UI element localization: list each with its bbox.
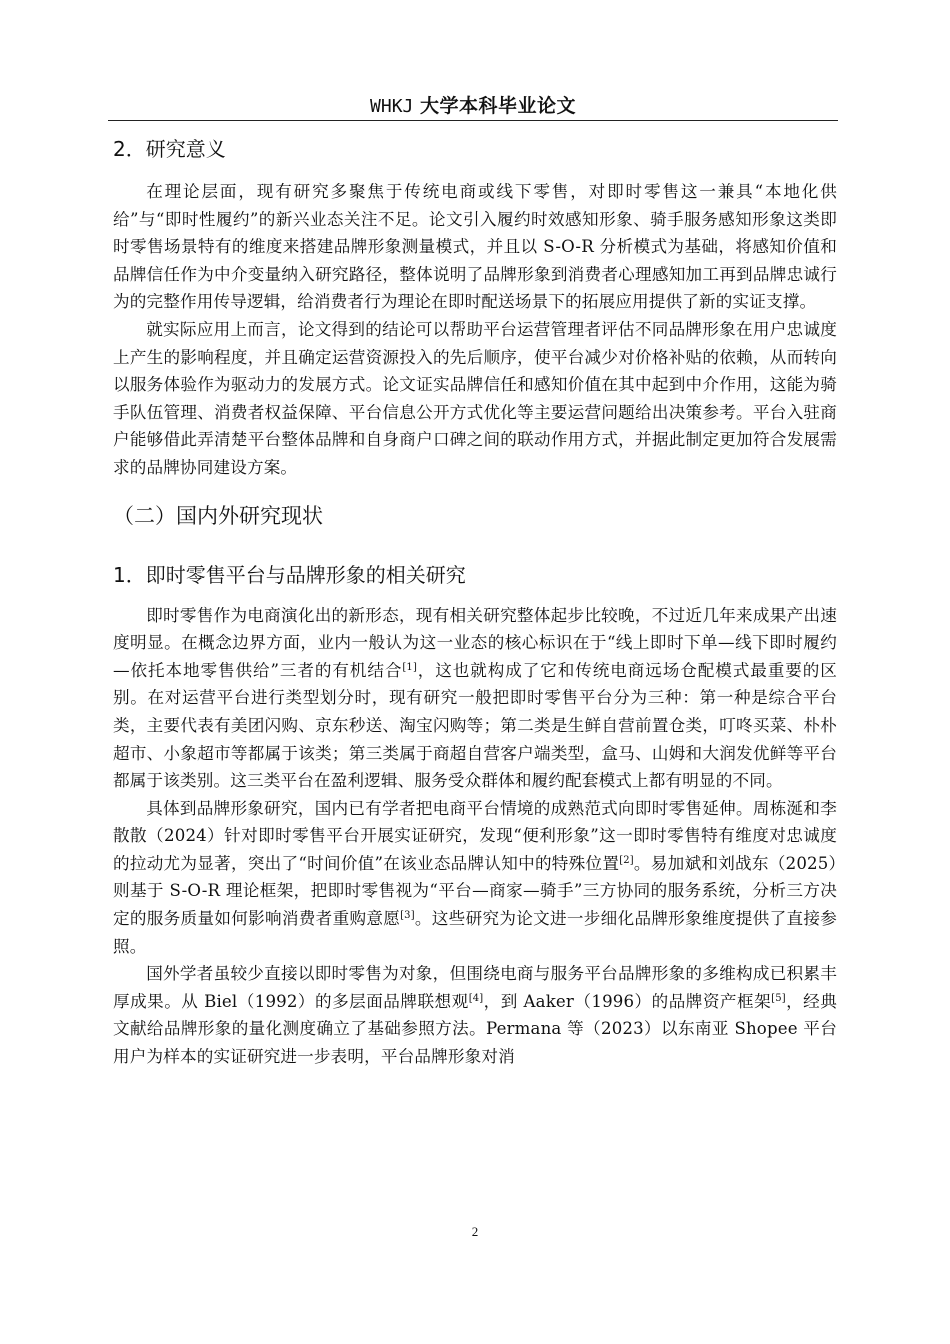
paragraph-practice: 就实际应用上而言，论文得到的结论可以帮助平台运营管理者评估不同品牌形象在用户忠诚度上产生的影响程度，并且确定运营资源投入的先后顺序，使平台减少对价格补贴的依赖，从而转向以服务体验作为驱动力的发展方式。论文证实品牌信任和感知价值在其中起到中介作用，这能为骑手队伍管理、消费者权益保障、平台信息公开方式优化等主要运营问题给出决策参考。平台入驻商户能够借此弄清楚平台整体品牌和自身商户口碑之间的联动作用方式，并据此制定更加符合发展需求的品牌协同建设方案。 (113, 319, 837, 477)
text-segment: 。这些研究为论文进一步细化品牌形象维度提供了直接参照。 (113, 909, 837, 956)
header-institution-code: WHKJ (370, 96, 414, 117)
text-segment: 国外学者虽较少直接以即时零售为对象，但围绕电商与服务平台品牌形象的多维构成已积累丰厚成果。从 Biel（1992）的多层面品牌联想观 (113, 964, 837, 1011)
text-segment: ，经典文献给品牌形象的量化测度确立了基础参照方法。Permana 等（2023）以东南亚 Shopee 平台用户为样本的实证研究进一步表明，平台品牌形象对消 (113, 991, 838, 1067)
heading-research-status: （二）国内外研究现状 (113, 503, 323, 528)
text-segment: ，这也就构成了它和传统电商远场仓配模式最重要的区别。在对运营平台进行类型划分时，现有研究一般把即时零售平台分为三种：第一种是综合平台类，主要代表有美团闪购、京东秒送、淘宝闪购等；第二类是生鲜自营前置仓类，叮咚买菜、朴朴超市、小象超市等都属于该类；第三类属于商超自营客户端类型，盒马、山姆和大润发优鲜等平台都属于该类别。这三类平台在盈利逻辑、服务受众群体和履约配套模式上都有明显的不同。 (113, 660, 837, 791)
citation-1: [1] (402, 661, 417, 673)
paragraph-theory: 在理论层面，现有研究多聚焦于传统电商或线下零售，对即时零售这一兼具“本地化供给”与“即时性履约”的新兴业态关注不足。论文引入履约时效感知形象、骑手服务感知形象这类即时零售场景特有的维度来搭建品牌形象测量模式，并且以 S-O-R 分析模式为基础，将感知价值和品牌信任作为中介变量纳入研究路径，整体说明了品牌形象到消费者心理感知加工再到品牌忠诚行为的完整作用传导逻辑，给消费者行为理论在即时配送场景下的拓展应用提供了新的实证支撑。 (113, 182, 837, 312)
page-body (113, 128, 837, 1071)
citation-2: [2] (619, 854, 634, 866)
citation-4: [4] (468, 992, 484, 1004)
header-title: 大学本科毕业论文 (419, 95, 576, 117)
heading-related-research: 1．即时零售平台与品牌形象的相关研究 (113, 562, 466, 587)
text-segment: 即时零售作为电商演化出的新形态，现有相关研究整体起步比较晚，不过近几年来成果产出速度明显。在概念边界方面，业内一般认为这一业态的核心标识在于“线上即时下单—线下即时履约—依托本地零售供给”三者的有机结合 (113, 605, 837, 680)
page-number: 2 (471, 1224, 479, 1239)
heading-research-significance: 2．研究意义 (113, 137, 226, 161)
paragraph-foreign-studies (113, 960, 837, 1070)
paragraph-domestic-studies (113, 795, 837, 961)
citation-3: [3] (400, 910, 415, 922)
text-segment: 具体到品牌形象研究，国内已有学者把电商平台情境的成熟范式向即时零售延伸。周栋涎和李散散（2024）针对即时零售平台开展实证研究，发现“便利形象”这一即时零售特有维度对忠诚度的拉动尤为显著，突出了“时间价值”在该业态品牌认知中的特殊位置 (113, 798, 837, 873)
paragraph-instant-retail (113, 602, 837, 795)
text-segment: ，到 Aaker（1996）的品牌资产框架 (483, 991, 772, 1011)
text-segment: 。易加斌和刘战东（2025）则基于 S-O-R 理论框架，把即时零售视为“平台—商家—骑手”三方协同的服务系统，分析三方决定的服务质量如何影响消费者重购意愿 (113, 853, 837, 929)
running-header (108, 94, 838, 119)
header-rule (108, 120, 838, 121)
citation-5: [5] (771, 992, 786, 1004)
